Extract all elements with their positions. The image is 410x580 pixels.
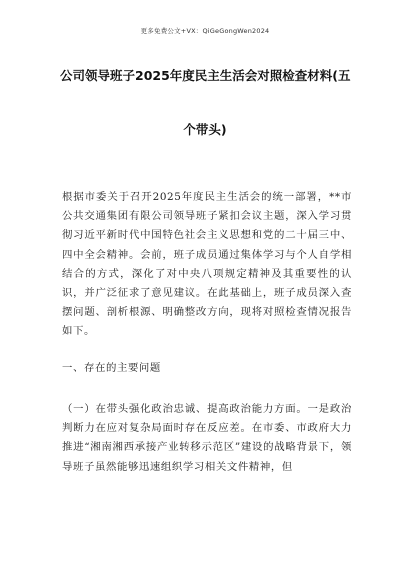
header-note: 更多免费公文+VX：QiGeGongWen2024 <box>140 27 270 35</box>
section-heading: 一、存在的主要问题 <box>62 362 161 374</box>
document-title-line-2: 个带头) <box>183 122 227 137</box>
intro-paragraph: 根据市委关于召开2025年度民主生活会的统一部署，**市公共交通集团有限公司领导班子紧扣会议主题，深入学习贯彻习近平新时代中国特色社会主义思想和党的二十届三中、四中全会精神。会前，班子成员通过集体学习与个人自学相结合的方式，深化了对中央八项规定精神及其重要性的认识，并广泛征求了意见建议。在此基础上，班子成员深入查摆问题、剖析根源、明确整改方向，现将对照检查情况报告如下。 <box>62 191 352 338</box>
document-title-line-1: 公司领导班子2025年度民主生活会对照检查材料(五 <box>60 68 351 83</box>
section-paragraph: （一）在带头强化政治忠诚、提高政治能力方面。一是政治判断力在应对复杂局面时存在反应差。在市委、市政府大力推进“湘南湘西承接产业转移示范区”建设的战略背景下，领导班子虽然能够迅速组织学习相关文件精神，但 <box>62 403 352 473</box>
